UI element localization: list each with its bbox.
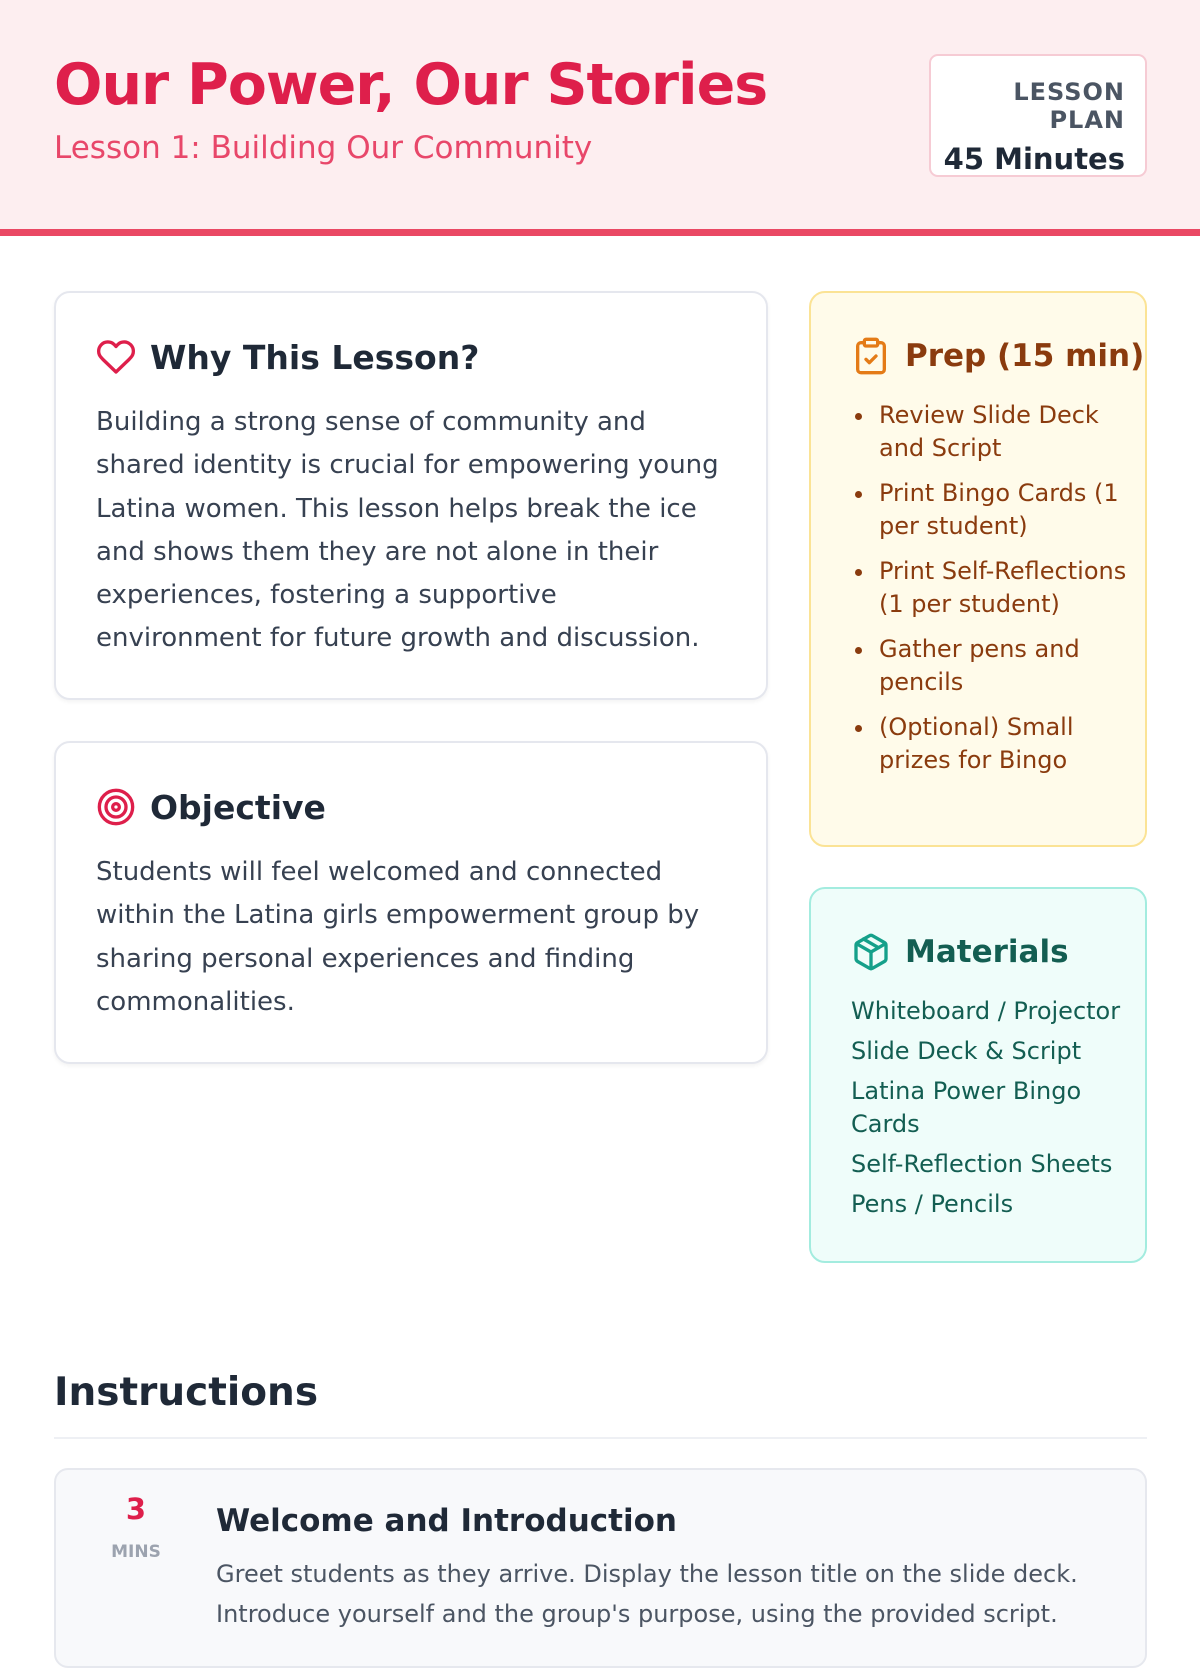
materials-card-title: Materials [905,934,1069,970]
step-text: Greet students as they arrive. Display the lesson title on the slide deck. Introduce yourself and the group's purpose, using the provided script. [216,1560,1078,1628]
list-item: Whiteboard / Projector [851,997,1121,1025]
why-card-header [96,337,479,377]
lesson-header [0,0,1200,236]
page-title: Our Power, Our Stories [54,52,768,118]
list-item: Print Bingo Cards (1 per student) [853,477,1133,542]
list-item: Pens / Pencils [851,1190,1014,1218]
badge-label: LESSON PLAN [1013,78,1125,134]
why-card-text: Building a strong sense of community and shared identity is crucial for empowering young Latina women. This lesson helps break the ice and shows them they are not alone in their experiences, fostering a supportive environment for future growth and discussion. [96,407,719,654]
lesson-subtitle: Lesson 1: Building Our Community [54,130,593,166]
lesson-plan-badge [929,54,1147,177]
instruction-step [54,1468,1147,1668]
objective-card-text: Students will feel welcomed and connected within the Latina girls empowerment group by sharing personal experiences and finding commonalities. [96,857,700,1017]
why-this-lesson-card [54,291,768,700]
list-item: Print Self-Reflections (1 per student) [853,555,1133,620]
clipboard-check-icon [851,336,891,376]
list-item: Gather pens and pencils [853,633,1133,698]
objective-card [54,741,768,1064]
prep-card-header [851,336,1144,376]
materials-card [809,887,1147,1263]
step-minutes: 3 [125,1492,147,1526]
list-item: Review Slide Deck and Script [853,399,1133,464]
heart-icon [96,337,136,377]
list-item: (Optional) Small prizes for Bingo [853,711,1133,776]
objective-card-title: Objective [150,787,326,827]
list-item: Slide Deck & Script [851,1037,1082,1065]
prep-list [853,399,1133,789]
list-item: Self-Reflection Sheets [851,1150,1113,1178]
list-item: Latina Power Bingo Cards [851,1077,1082,1138]
step-title: Welcome and Introduction [216,1503,677,1539]
badge-duration: 45 Minutes [943,142,1125,176]
materials-list [851,995,1121,1228]
prep-card-title: Prep (15 min) [905,338,1145,374]
divider [54,1437,1147,1439]
package-icon [851,932,891,972]
objective-card-header [96,787,326,827]
materials-card-header [851,932,1069,972]
instructions-heading: Instructions [54,1370,319,1415]
target-icon [96,787,136,827]
why-card-title: Why This Lesson? [150,337,480,377]
prep-card [809,291,1147,847]
step-minutes-unit: MINS [111,1542,161,1562]
